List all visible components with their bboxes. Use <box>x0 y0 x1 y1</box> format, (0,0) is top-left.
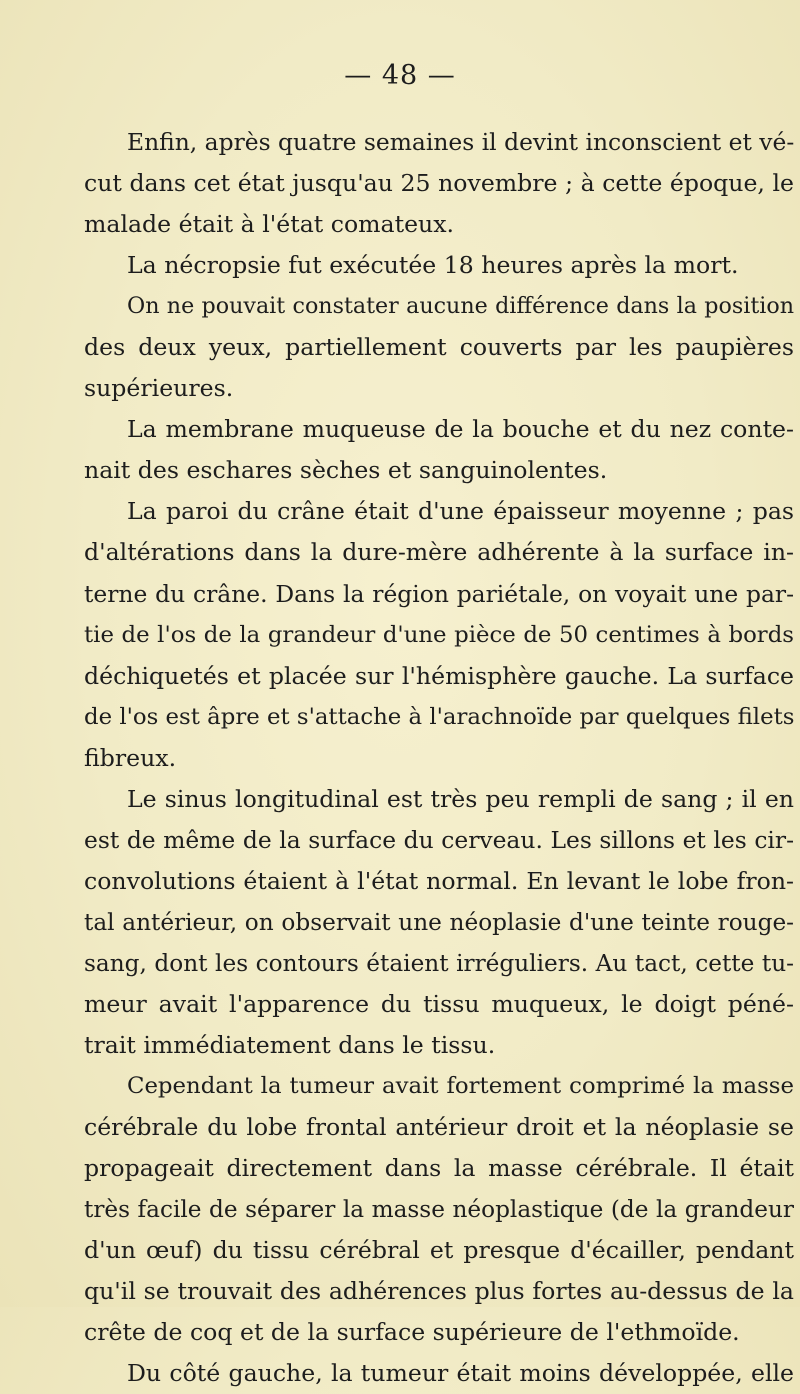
text-line: La nécropsie fut exécutée 18 heures après la mort. <box>127 251 739 280</box>
text-line: tie de l'os de la grandeur d'une pièce de 50 centimes à bords <box>84 621 794 648</box>
text-line: d'altérations dans la dure-mère adhérente à la surface in- <box>84 538 794 567</box>
text-line: Cependant la tumeur avait fortement comprimé la masse <box>127 1073 794 1100</box>
text-line: est de même de la surface du cerveau. Les sillons et les cir- <box>84 825 794 854</box>
text-line: tal antérieur, on observait une néoplasie d'une teinte rouge- <box>84 908 794 936</box>
text-line: Enfin, après quatre semaines il devint inconscient et vé- <box>127 128 795 156</box>
text-line: Du côté gauche, la tumeur était moins développée, elle <box>127 1359 794 1388</box>
text-line: très facile de séparer la masse néoplastique (de la grandeur <box>84 1196 794 1224</box>
text-line: convolutions étaient à l'état normal. En levant le lobe fron- <box>84 866 794 895</box>
text-line: terne du crâne. Dans la région pariétale, on voyait une par- <box>84 579 794 608</box>
text-line: Le sinus longitudinal est très peu rempli de sang ; il en <box>127 784 794 813</box>
body-text <box>84 122 794 1394</box>
text-line: cérébrale du lobe frontal antérieur droit et la néoplasie se <box>84 1113 794 1142</box>
text-line: déchiquetés et placée sur l'hémisphère gauche. La surface <box>84 661 794 690</box>
text-line: La paroi du crâne était d'une épaisseur moyenne ; pas <box>127 497 794 526</box>
text-line: trait immédiatement dans le tissu. <box>84 1031 496 1060</box>
text-line: propageait directement dans la masse cérébrale. Il était <box>84 1154 794 1183</box>
text-line: qu'il se trouvait des adhérences plus fortes au-dessus de la <box>84 1277 794 1306</box>
text-line: supérieures. <box>84 374 234 403</box>
text-line: meur avait l'apparence du tissu muqueux, le doigt péné- <box>84 989 794 1018</box>
text-line: La membrane muqueuse de la bouche et du nez conte- <box>127 415 794 444</box>
text-line: On ne pouvait constater aucune différence dans la position <box>127 293 794 320</box>
page-number: — 48 — <box>344 60 456 91</box>
text-line: sang, dont les contours étaient irréguliers. Au tact, cette tu- <box>84 949 794 977</box>
text-line: de l'os est âpre et s'attache à l'arachnoïde par quelques filets <box>84 703 795 730</box>
text-line: malade était à l'état comateux. <box>84 210 455 239</box>
text-line: d'un œuf) du tissu cérébral et presque d'écailler, pendant <box>84 1236 794 1265</box>
text-line: crête de coq et de la surface supérieure de l'ethmoïde. <box>84 1318 740 1347</box>
text-line: nait des eschares sèches et sanguinolentes. <box>84 456 608 485</box>
text-line: cut dans cet état jusqu'au 25 novembre ; à cette époque, le <box>84 169 794 198</box>
text-line: des deux yeux, partiellement couverts par les paupières <box>84 333 794 362</box>
text-line: fibreux. <box>84 743 177 772</box>
